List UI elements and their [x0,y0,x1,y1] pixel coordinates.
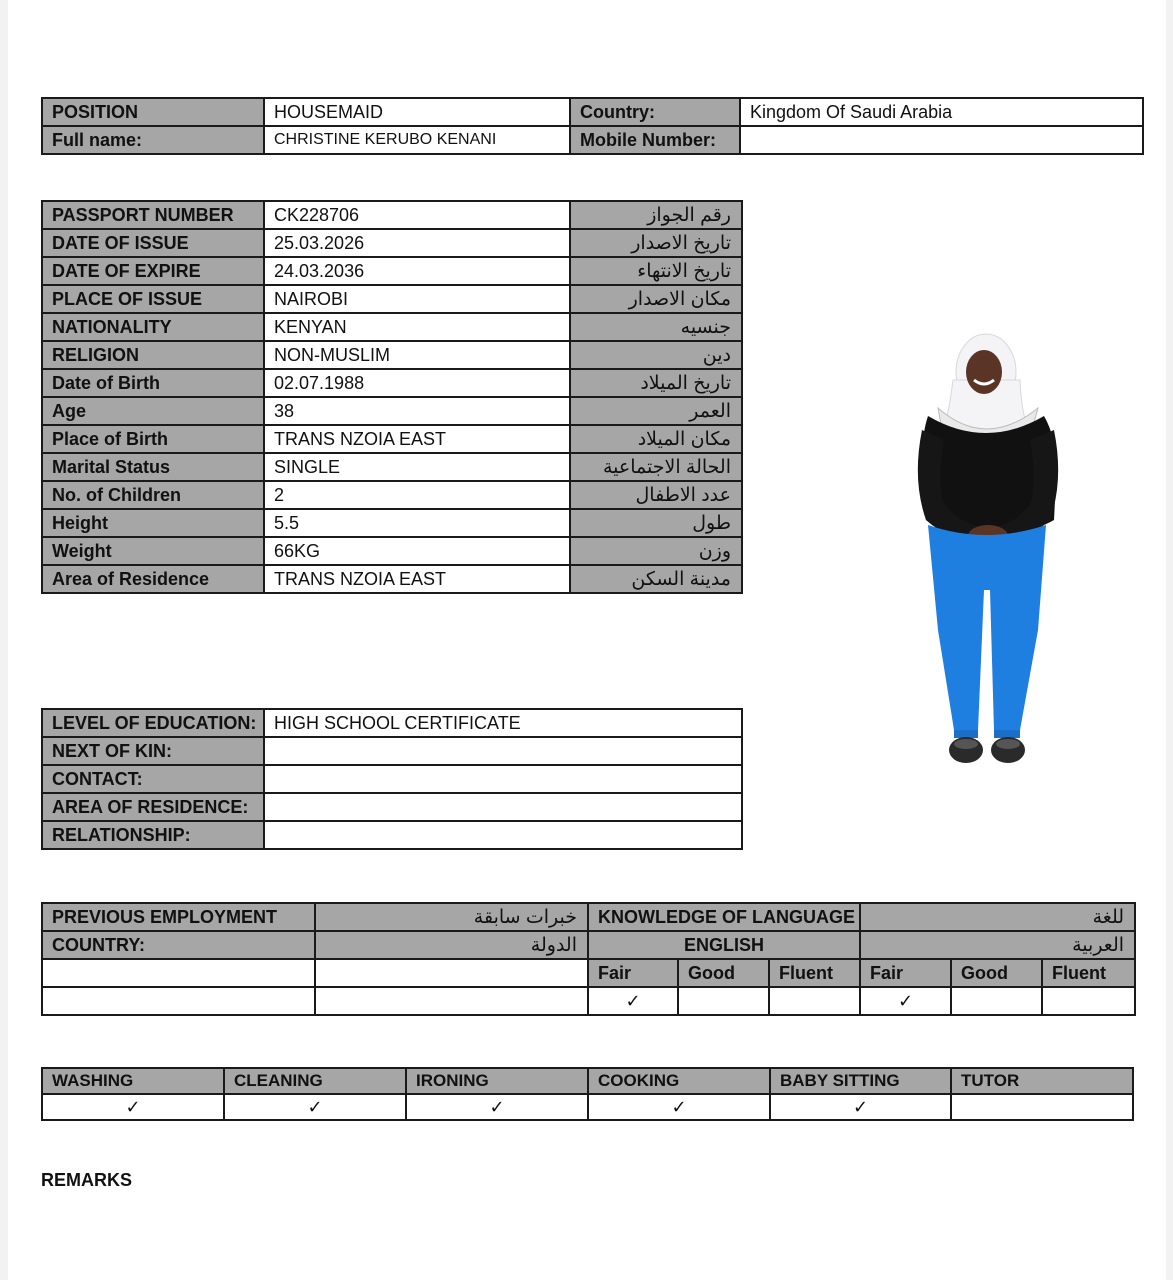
passport-field-label: Age [42,397,264,425]
education-field-value: HIGH SCHOOL CERTIFICATE [264,709,742,737]
passport-row [42,425,742,453]
passport-field-value: 25.03.2026 [264,229,570,257]
previous-employment-arabic: خبرات سابقة [315,903,588,931]
english-good-check [678,987,769,1015]
employment-country-row [42,931,1135,959]
country-column-label: COUNTRY: [42,931,315,959]
passport-field-label: Marital Status [42,453,264,481]
employment-empty-cell [42,987,315,1015]
english-level-fluent: Fluent [769,959,860,987]
passport-field-arabic: العمر [570,397,742,425]
passport-field-value: 2 [264,481,570,509]
header-table [41,97,1144,155]
passport-field-label: Place of Birth [42,425,264,453]
english-label: ENGLISH [588,931,860,959]
passport-field-value: SINGLE [264,453,570,481]
passport-row [42,397,742,425]
english-level-good: Good [678,959,769,987]
photo-pants [928,525,1046,730]
skills-header-row [42,1068,1133,1094]
english-level-fair: Fair [588,959,678,987]
arabic-level-good: Good [951,959,1042,987]
position-value: HOUSEMAID [264,98,570,126]
passport-field-arabic: تاريخ الاصدار [570,229,742,257]
position-row [42,98,1143,126]
passport-row [42,369,742,397]
education-field-value [264,821,742,849]
education-field-value [264,737,742,765]
education-row [42,737,742,765]
education-row [42,765,742,793]
passport-field-arabic: دين [570,341,742,369]
education-field-value [264,793,742,821]
mobile-value [740,126,1143,154]
passport-field-arabic: مكان الميلاد [570,425,742,453]
passport-field-label: RELIGION [42,341,264,369]
skill-label: WASHING [42,1068,224,1094]
education-field-label: NEXT OF KIN: [42,737,264,765]
document-sheet [8,0,1166,1280]
skill-check: ✓ [42,1094,224,1120]
passport-row [42,509,742,537]
fullname-value: CHRISTINE KERUBO KENANI [264,126,570,154]
skills-table [41,1067,1134,1121]
arabic-level-fluent: Fluent [1042,959,1135,987]
english-fair-check: ✓ [588,987,678,1015]
passport-row [42,285,742,313]
employment-language-table [41,902,1136,1016]
education-field-label: LEVEL OF EDUCATION: [42,709,264,737]
passport-row [42,341,742,369]
education-table [41,708,743,850]
passport-field-value: KENYAN [264,313,570,341]
arabic-language-label: العربية [860,931,1135,959]
passport-field-label: No. of Children [42,481,264,509]
employment-header-row [42,903,1135,931]
education-field-label: RELATIONSHIP: [42,821,264,849]
education-field-label: CONTACT: [42,765,264,793]
skill-label: TUTOR [951,1068,1133,1094]
passport-row [42,537,742,565]
fullname-row [42,126,1143,154]
passport-row [42,453,742,481]
passport-field-label: Height [42,509,264,537]
passport-table [41,200,743,594]
education-row [42,821,742,849]
education-row [42,793,742,821]
passport-field-label: Area of Residence [42,565,264,593]
education-row [42,709,742,737]
arabic-level-fair: Fair [860,959,951,987]
passport-field-arabic: تاريخ الانتهاء [570,257,742,285]
skill-check: ✓ [406,1094,588,1120]
passport-field-value: 66KG [264,537,570,565]
country-value: Kingdom Of Saudi Arabia [740,98,1143,126]
passport-field-value: CK228706 [264,201,570,229]
passport-field-arabic: طول [570,509,742,537]
passport-field-value: 24.03.2036 [264,257,570,285]
arabic-good-check [951,987,1042,1015]
country-column-arabic: الدولة [315,931,588,959]
passport-row [42,229,742,257]
fullname-label: Full name: [42,126,264,154]
skill-label: COOKING [588,1068,770,1094]
passport-field-arabic: مدينة السكن [570,565,742,593]
country-label: Country: [570,98,740,126]
previous-employment-label: PREVIOUS EMPLOYMENT [42,903,315,931]
skill-check: ✓ [588,1094,770,1120]
mobile-label: Mobile Number: [570,126,740,154]
passport-field-label: Date of Birth [42,369,264,397]
passport-row [42,481,742,509]
language-checks-row [42,987,1135,1015]
candidate-photo [898,330,1078,780]
employment-country-cell [42,959,315,987]
arabic-fair-check: ✓ [860,987,951,1015]
skill-label: IRONING [406,1068,588,1094]
language-levels-row [42,959,1135,987]
passport-field-label: PLACE OF ISSUE [42,285,264,313]
passport-field-arabic: جنسيه [570,313,742,341]
passport-field-arabic: الحالة الاجتماعية [570,453,742,481]
skill-label: BABY SITTING [770,1068,951,1094]
position-label: POSITION [42,98,264,126]
employment-country-arabic-cell [315,959,588,987]
passport-row [42,257,742,285]
passport-field-arabic: وزن [570,537,742,565]
skill-check [951,1094,1133,1120]
education-field-label: AREA OF RESIDENCE: [42,793,264,821]
education-field-value [264,765,742,793]
passport-field-arabic: رقم الجواز [570,201,742,229]
employment-empty-cell-2 [315,987,588,1015]
passport-field-value: NAIROBI [264,285,570,313]
passport-row [42,313,742,341]
passport-field-label: NATIONALITY [42,313,264,341]
skills-marks-row [42,1094,1133,1120]
passport-field-value: TRANS NZOIA EAST [264,425,570,453]
remarks-label: REMARKS [41,1170,133,1190]
passport-field-value: 38 [264,397,570,425]
passport-field-label: DATE OF ISSUE [42,229,264,257]
passport-field-label: PASSPORT NUMBER [42,201,264,229]
passport-field-value: 5.5 [264,509,570,537]
passport-row [42,565,742,593]
passport-field-arabic: تاريخ الميلاد [570,369,742,397]
passport-field-value: TRANS NZOIA EAST [264,565,570,593]
passport-field-label: Weight [42,537,264,565]
passport-field-arabic: عدد الاطفال [570,481,742,509]
photo-face [966,350,1002,394]
passport-field-value: NON-MUSLIM [264,341,570,369]
english-fluent-check [769,987,860,1015]
skill-check: ✓ [770,1094,951,1120]
passport-row [42,201,742,229]
arabic-fluent-check [1042,987,1135,1015]
passport-field-value: 02.07.1988 [264,369,570,397]
skill-check: ✓ [224,1094,406,1120]
passport-field-arabic: مكان الاصدار [570,285,742,313]
passport-field-label: DATE OF EXPIRE [42,257,264,285]
knowledge-language-arabic: للغة [860,903,1135,931]
knowledge-language-label: KNOWLEDGE OF LANGUAGE [588,903,860,931]
skill-label: CLEANING [224,1068,406,1094]
